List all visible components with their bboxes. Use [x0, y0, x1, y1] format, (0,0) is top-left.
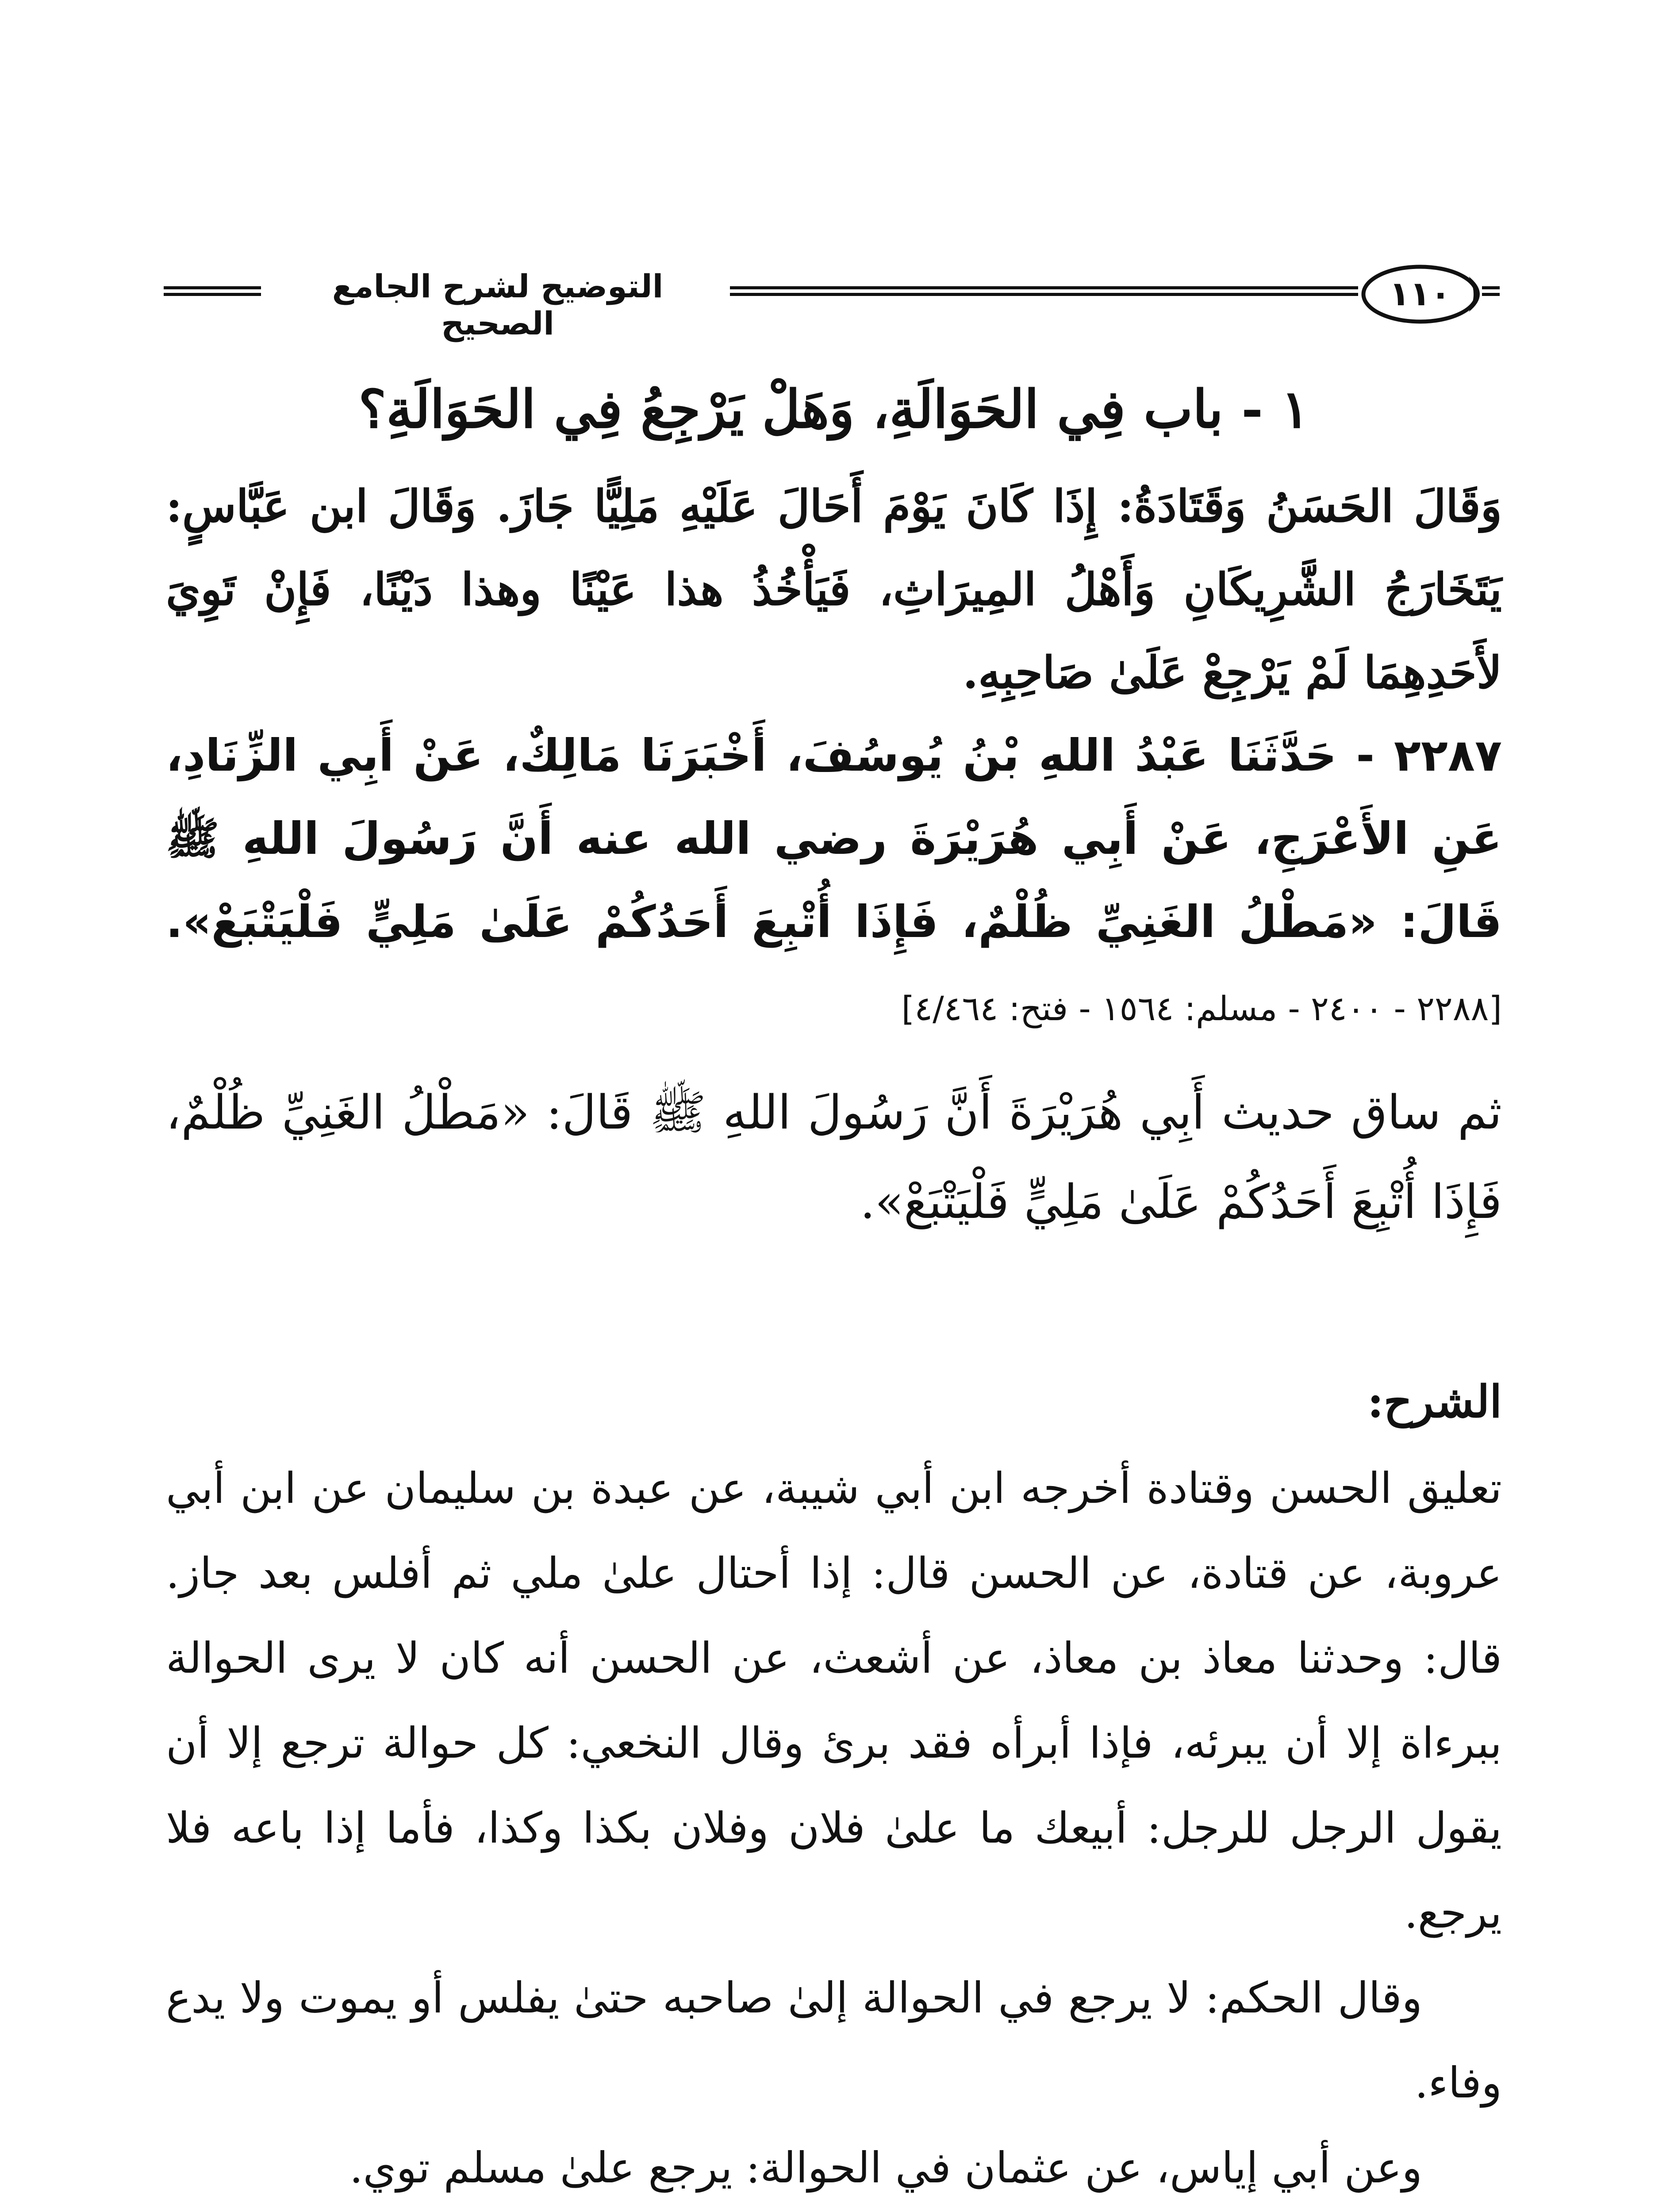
- book-title: التوضيح لشرح الجامع الصحيح: [332, 268, 664, 342]
- running-header: [164, 259, 1500, 342]
- commentary-paragraph: وقال الحكم: لا يرجع في الحوالة إلىٰ صاحبه حتىٰ يفلس أو يموت ولا يدع وفاء.: [166, 1973, 1502, 2108]
- chapter-title: ١ - باب فِي الحَوَالَةِ، وَهَلْ يَرْجِعُ فِي الحَوَالَةِ؟: [358, 378, 1309, 440]
- hadith-narration-text: ٢٢٨٧ - حَدَّثَنَا عَبْدُ اللهِ بْنُ يُوسُفَ، أَخْبَرَنَا مَالِكٌ، عَنْ أَبِي الزِّنَادِ، عَنِ الأَعْرَجِ، عَنْ أَبِي هُرَيْرَةَ رضي الله عنه أَنَّ رَسُولَ اللهِ ﷺ قَالَ: «مَطْلُ الغَنِيِّ ظُلْمٌ، فَإِذَا أُتْبِعَ أَحَدُكُمْ عَلَىٰ مَلِيٍّ فَلْيَتْبَعْ».: [166, 730, 1502, 948]
- hadith-narration: [166, 714, 1502, 1050]
- summary-text: ثم ساق حديث أَبِي هُرَيْرَةَ أَنَّ رَسُولَ اللهِ ﷺ قَالَ: «مَطْلُ الغَنِيِّ ظُلْمٌ، فَإِذَا أُتْبِعَ أَحَدُكُمْ عَلَىٰ مَلِيٍّ فَلْيَتْبَعْ».: [166, 1085, 1502, 1229]
- page-number-badge: [1358, 259, 1491, 330]
- header-rule-middle: [730, 286, 1358, 296]
- hadith-block: [166, 465, 1502, 1050]
- page-number: ١١٠: [1389, 274, 1451, 313]
- commentary-paragraph: تعليق الحسن وقتادة أخرجه ابن أبي شيبة، عن عبدة بن سليمان عن ابن أبي عروبة، عن قتادة، عن الحسن قال: إذا أحتال علىٰ ملي ثم أفلس بعد جاز. قال: وحدثنا معاذ بن معاذ، عن أشعث، عن الحسن أنه كان لا يرى الحوالة ببرءاة إلا أن يبرئه، فإذا أبرأه فقد برئ وقال النخعي: كل حوالة ترجع إلا أن يقول الرجل للرجل: أبيعك ما علىٰ فلان وفلان بكذا وكذا، فأما إذا باعه فلا يرجع.: [166, 1463, 1502, 1938]
- header-rule-left: [164, 286, 261, 296]
- header-rule-right: [1482, 286, 1500, 296]
- hadith-summary: [166, 1068, 1502, 1247]
- commentary: [166, 1446, 1502, 2212]
- commentary-heading: الشرح:: [1367, 1375, 1502, 1428]
- commentary-paragraph: [166, 2210, 1502, 2212]
- taliq-text: وَقَالَ الحَسَنُ وَقَتَادَةُ: إِذَا كَانَ يَوْمَ أَحَالَ عَلَيْهِ مَلِيًّا جَازَ. وَقَالَ ابن عَبَّاسٍ: يَتَخَارَجُ الشَّرِيكَانِ وَأَهْلُ المِيرَاثِ، فَيَأْخُذُ هذا عَيْنًا وهذا دَيْنًا، فَإِنْ تَوِيَ لأَحَدِهِمَا لَمْ يَرْجِعْ عَلَىٰ صَاحِبِهِ.: [166, 480, 1502, 699]
- commentary-paragraph: وعن أبي إياس، عن عثمان في الحوالة: يرجع علىٰ مسلم توي.: [349, 2143, 1422, 2193]
- page-content: [166, 367, 1502, 2212]
- hadith-references: [٢٢٨٨ - ٢٤٠٠ - مسلم: ١٥٦٤ - فتح: ٤/٤٦٤]: [901, 989, 1502, 1028]
